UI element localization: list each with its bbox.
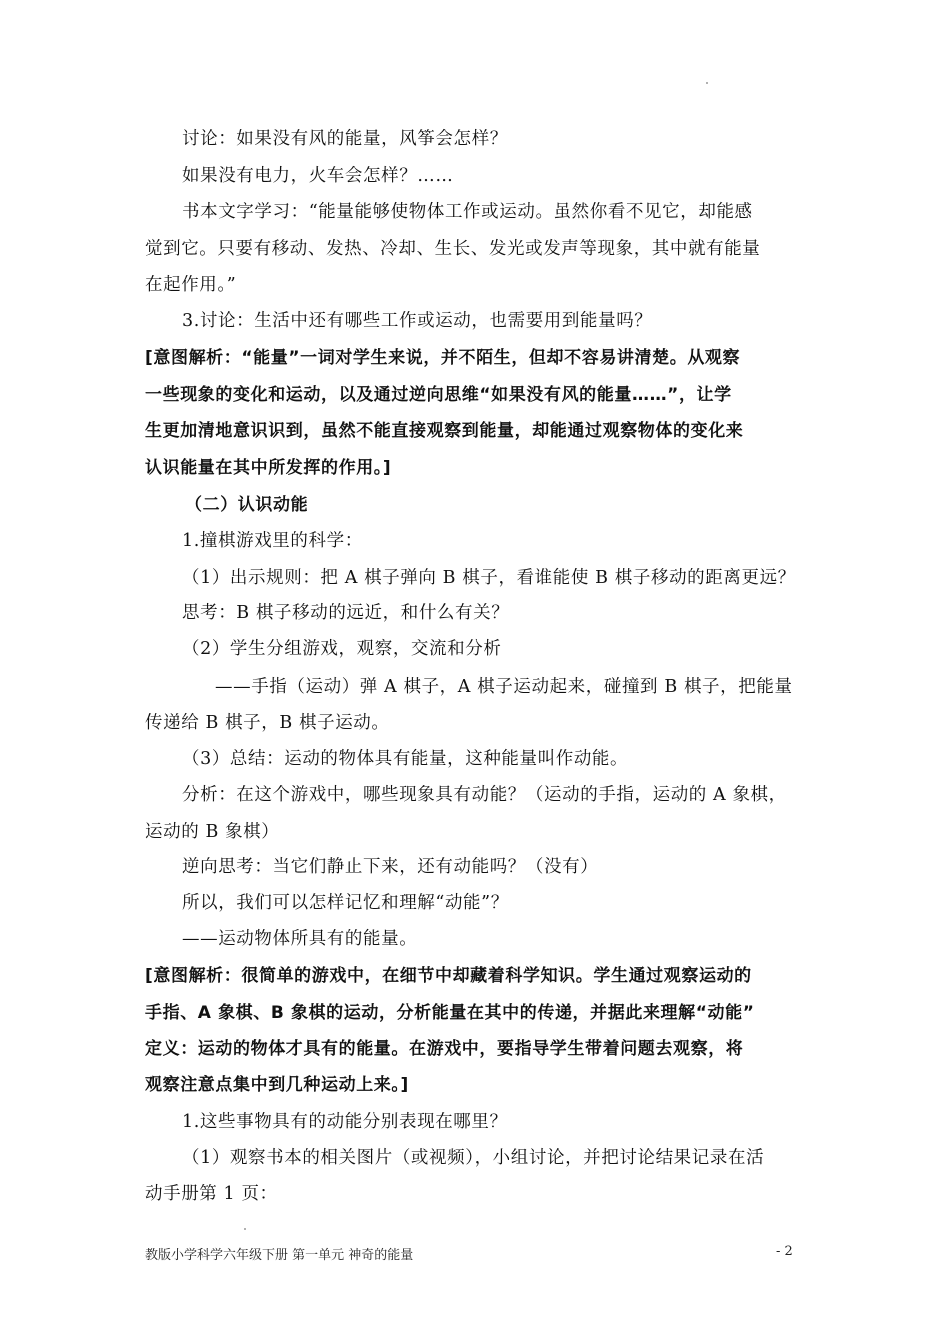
intent-analysis-line: 一些现象的变化和运动，以及通过逆向思维“如果没有风的能量……”，让学 xyxy=(145,385,732,405)
section-heading: （二）认识动能 xyxy=(185,495,309,515)
text-line: （3）总结：运动的物体具有能量，这种能量叫作动能。 xyxy=(182,749,629,769)
text-line: 动手册第 1 页： xyxy=(145,1184,278,1204)
intent-analysis-line: [意图解析：“能量”一词对学生来说，并不陌生，但却不容易讲清楚。从观察 xyxy=(145,348,741,368)
text-line: 1.这些事物具有的动能分别表现在哪里？ xyxy=(182,1112,508,1132)
text-line: 思考：B 棋子移动的远近，和什么有关？ xyxy=(182,603,510,623)
text-line: 传递给 B 棋子，B 棋子运动。 xyxy=(145,713,390,733)
intent-analysis-line: 定义：运动的物体才具有的能量。在游戏中，要指导学生带着问题去观察，将 xyxy=(145,1039,744,1059)
text-line: （1）出示规则：把 A 棋子弹向 B 棋子，看谁能使 B 棋子移动的距离更远？ xyxy=(182,568,796,588)
text-line: 觉到它。只要有移动、发热、冷却、生长、发光或发声等现象，其中就有能量 xyxy=(145,239,761,259)
text-line: 运动的 B 象棋） xyxy=(145,822,280,842)
page-number: - 2 xyxy=(776,1244,793,1259)
text-line: 所以，我们可以怎样记忆和理解“动能”？ xyxy=(182,893,509,913)
scan-dot xyxy=(706,82,708,84)
intent-analysis-line: 手指、A 象棋、B 象棋的运动，分析能量在其中的传递，并据此来理解“动能” xyxy=(145,1003,755,1023)
text-line: 讨论：如果没有风的能量，风筝会怎样？ xyxy=(182,129,508,149)
text-line: 1.撞棋游戏里的科学： xyxy=(182,531,363,551)
text-line: 书本文字学习：“能量能够使物体工作或运动。虽然你看不见它，却能感 xyxy=(182,202,753,222)
intent-analysis-line: 认识能量在其中所发挥的作用。] xyxy=(145,458,392,478)
footer-title: 教版小学科学六年级下册 第一单元 神奇的能量 xyxy=(145,1248,414,1263)
intent-analysis-line: [意图解析：很简单的游戏中，在细节中却藏着科学知识。学生通过观察运动的 xyxy=(145,966,752,986)
text-line: 如果没有电力，火车会怎样？…… xyxy=(182,166,454,186)
text-line: （2）学生分组游戏，观察，交流和分析 xyxy=(182,639,502,659)
text-line: ——手指（运动）弹 A 棋子，A 棋子运动起来，碰撞到 B 棋子，把能量 xyxy=(215,677,793,697)
intent-analysis-line: 生更加清地意识识到，虽然不能直接观察到能量，却能通过观察物体的变化来 xyxy=(145,421,744,441)
text-line: 逆向思考：当它们静止下来，还有动能吗？（没有） xyxy=(182,857,599,877)
scan-dot xyxy=(244,1228,246,1230)
text-line: 3.讨论：生活中还有哪些工作或运动，也需要用到能量吗？ xyxy=(182,311,653,331)
text-line: ——运动物体所具有的能量。 xyxy=(182,929,418,949)
text-line: （1）观察书本的相关图片（或视频），小组讨论，并把讨论结果记录在活 xyxy=(182,1148,765,1168)
text-line: 分析：在这个游戏中，哪些现象具有动能？（运动的手指，运动的 A 象棋， xyxy=(182,785,787,805)
intent-analysis-line: 观察注意点集中到几种运动上来。] xyxy=(145,1075,409,1095)
text-line: 在起作用。” xyxy=(145,275,237,295)
